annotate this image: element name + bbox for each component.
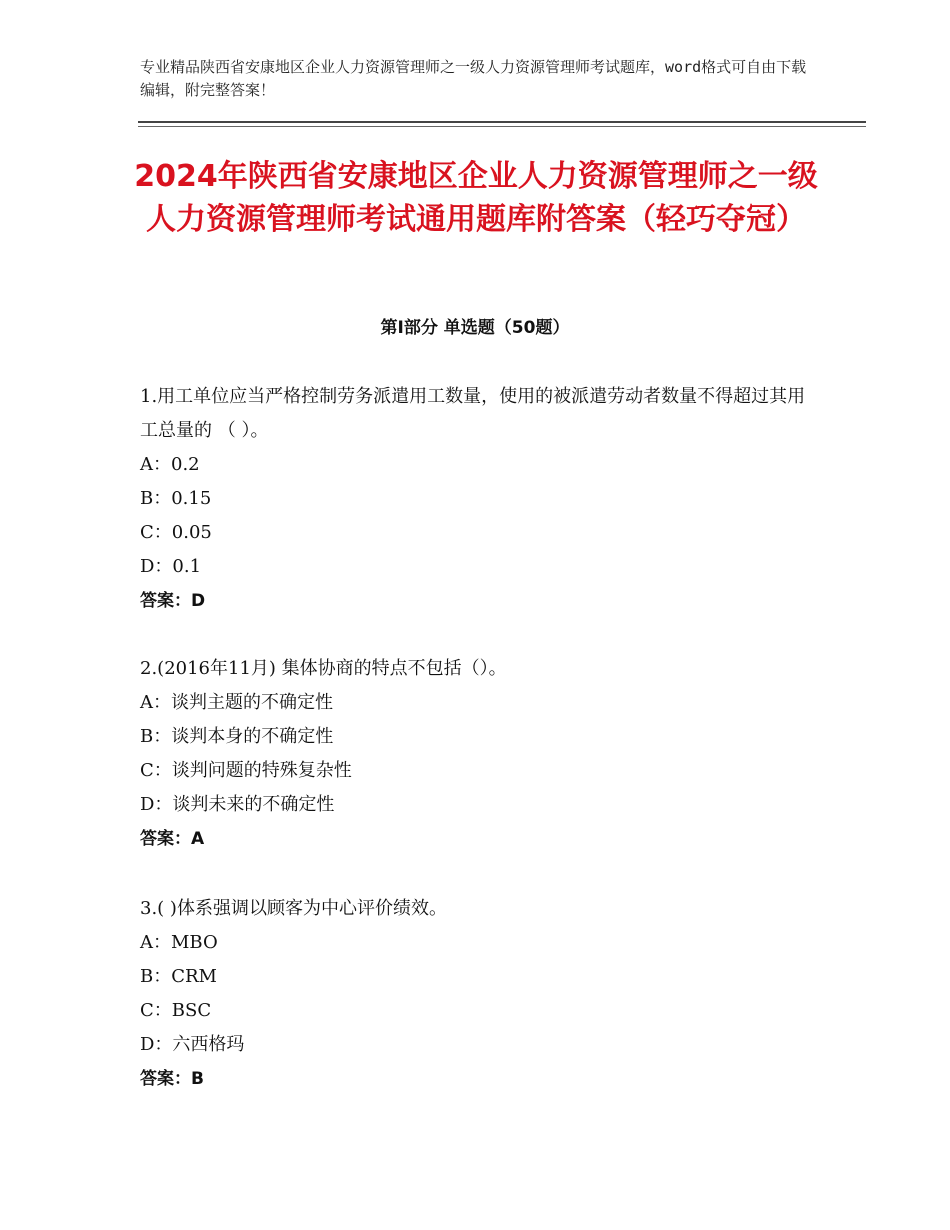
option-a: A：谈判主题的不确定性 xyxy=(140,692,333,713)
option-c: C：BSC xyxy=(140,1000,212,1021)
header-divider-thin xyxy=(138,126,866,127)
option-b: B：0.15 xyxy=(140,488,212,509)
option-b: B：谈判本身的不确定性 xyxy=(140,726,334,747)
option-d: D：六西格玛 xyxy=(140,1034,245,1055)
answer: 答案：B xyxy=(140,1069,204,1089)
option-d: D：0.1 xyxy=(140,556,202,577)
question-2 xyxy=(140,652,820,856)
question-stem: 3.( )体系强调以顾客为中心评价绩效。 xyxy=(140,898,447,919)
question-stem: 2.(2016年11月) 集体协商的特点不包括（）。 xyxy=(140,658,507,679)
option-c: C：0.05 xyxy=(140,522,212,543)
option-d: D：谈判未来的不确定性 xyxy=(140,794,335,815)
option-a: A：MBO xyxy=(140,932,218,953)
answer: 答案：A xyxy=(140,829,205,849)
header-note: 专业精品陕西省安康地区企业人力资源管理师之一级人力资源管理师考试题库，word格式可自由下载编辑，附完整答案！ xyxy=(140,58,807,99)
question-stem: 1.用工单位应当严格控制劳务派遣用工数量，使用的被派遣劳动者数量不得超过其用工总量的 （ ）。 xyxy=(140,386,806,441)
question-3 xyxy=(140,892,820,1096)
question-1 xyxy=(140,380,820,618)
document-title: 2024年陕西省安康地区企业人力资源管理师之一级人力资源管理师考试通用题库附答案（轻巧夺冠） xyxy=(134,159,818,237)
section-title: 第Ⅰ部分 单选题（50题） xyxy=(380,318,570,338)
option-b: B：CRM xyxy=(140,966,217,987)
option-c: C：谈判问题的特殊复杂性 xyxy=(140,760,352,781)
answer: 答案：D xyxy=(140,591,206,611)
option-a: A：0.2 xyxy=(140,454,200,475)
header-divider-thick xyxy=(138,121,866,123)
